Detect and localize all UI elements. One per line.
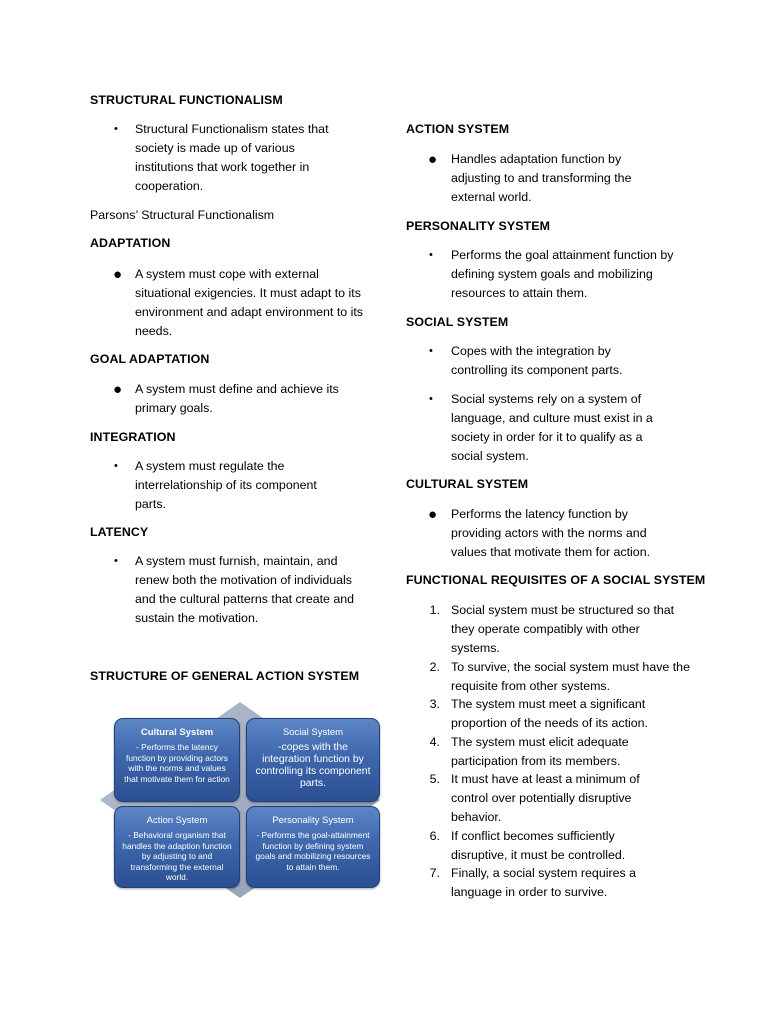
cultural-system-title: Cultural System	[140, 727, 214, 738]
general-action-system-diagram	[100, 702, 380, 898]
latency-bullet-text: A system must furnish, maintain, and renew both the motivation of individuals and the cultural patterns that create and sustain the motivation.	[135, 554, 355, 625]
social-system-heading: SOCIAL SYSTEM	[406, 315, 509, 329]
bullet-marker: •	[429, 249, 433, 261]
personality-system-description: - Performs the goal-attainment function by defining system goals and mobilizing resources to attain them.	[255, 830, 371, 872]
structure-heading: STRUCTURE OF GENERAL ACTION SYSTEM	[90, 669, 360, 683]
personality-system-bullet-text: Performs the goal attainment function by defining system goals and mobilizing resources to attain them.	[451, 248, 674, 300]
list-item: Social system must be structured so that they operate compatibly with other systems.	[451, 603, 675, 655]
goal-adaptation-bullet-text: A system must define and achieve its primary goals.	[135, 382, 339, 415]
list-number: 1.	[429, 603, 440, 617]
bullet-marker: ●	[113, 381, 123, 398]
parsons-subtitle: Parsons’ Structural Functionalism	[90, 208, 275, 222]
bullet-marker: •	[429, 393, 433, 405]
social-system-title: Social System	[282, 727, 344, 738]
list-number: 5.	[429, 772, 440, 786]
intro-bullet-text: Structural Functionalism states that society is made up of various institutions that work together in cooperation.	[135, 122, 329, 193]
list-number: 2.	[429, 660, 440, 674]
adaptation-heading: ADAPTATION	[90, 236, 171, 250]
bullet-marker: •	[114, 460, 118, 472]
functional-requisites-heading: FUNCTIONAL REQUISITES OF A SOCIAL SYSTEM	[406, 573, 706, 587]
personality-system-heading: PERSONALITY SYSTEM	[406, 219, 551, 233]
list-number: 6.	[429, 829, 440, 843]
list-number: 7.	[429, 866, 440, 880]
social-system-box	[246, 718, 380, 802]
list-item: Finally, a social system requires a language in order to survive.	[451, 866, 637, 899]
list-item: The system must meet a significant proportion of the needs of its action.	[451, 697, 648, 730]
bullet-marker: •	[114, 123, 118, 135]
adaptation-bullet-text: A system must cope with external situational exigencies. It must adapt to its environment and adapt environment to its needs.	[135, 267, 363, 338]
personality-system-box	[246, 806, 380, 888]
cultural-system-bullet-text: Performs the latency function by providing actors with the norms and values that motivate them for action.	[451, 507, 651, 559]
action-system-title: Action System	[146, 815, 208, 826]
latency-heading: LATENCY	[90, 525, 149, 539]
integration-bullet-text: A system must regulate the interrelationship of its component parts.	[135, 459, 317, 511]
bullet-marker: ●	[113, 266, 123, 283]
goal-adaptation-heading: GOAL ADAPTATION	[90, 352, 210, 366]
list-number: 4.	[429, 735, 440, 749]
list-item: To survive, the social system must have the requisite from other systems.	[451, 660, 690, 693]
personality-system-title: Personality System	[272, 815, 354, 826]
bullet-marker: ●	[428, 506, 438, 523]
social-system-bullet-2-text: Social systems rely on a system of language, and culture must exist in a society in order for it to qualify as a social system.	[451, 392, 653, 463]
cultural-system-description: - Performs the latency function by providing actors with the norms and values that motivate them for action	[124, 742, 230, 784]
list-item: If conflict becomes sufficiently disruptive, it must be controlled.	[451, 829, 626, 862]
cultural-system-box	[114, 718, 240, 802]
list-item: It must have at least a minimum of control over potentially disruptive behavior.	[451, 772, 640, 824]
action-system-description: - Behavioral organism that handles the adaption function by adjusting to and transforming the external world.	[122, 830, 232, 882]
action-system-bullet-text: Handles adaptation function by adjusting to and transforming the external world.	[451, 152, 632, 204]
bullet-marker: •	[114, 555, 118, 567]
document-title: STRUCTURAL FUNCTIONALISM	[90, 93, 283, 107]
social-system-description: -copes with the integration function by controlling its component parts.	[255, 742, 371, 789]
social-system-bullet-1-text: Copes with the integration by controlling its component parts.	[451, 344, 623, 377]
action-system-box	[114, 806, 240, 888]
integration-heading: INTEGRATION	[90, 430, 176, 444]
action-system-heading: ACTION SYSTEM	[406, 122, 510, 136]
bullet-marker: •	[429, 345, 433, 357]
list-item: The system must elicit adequate participation from its members.	[451, 735, 629, 768]
list-number: 3.	[429, 697, 440, 711]
cultural-system-heading: CULTURAL SYSTEM	[406, 477, 529, 491]
bullet-marker: ●	[428, 151, 438, 168]
